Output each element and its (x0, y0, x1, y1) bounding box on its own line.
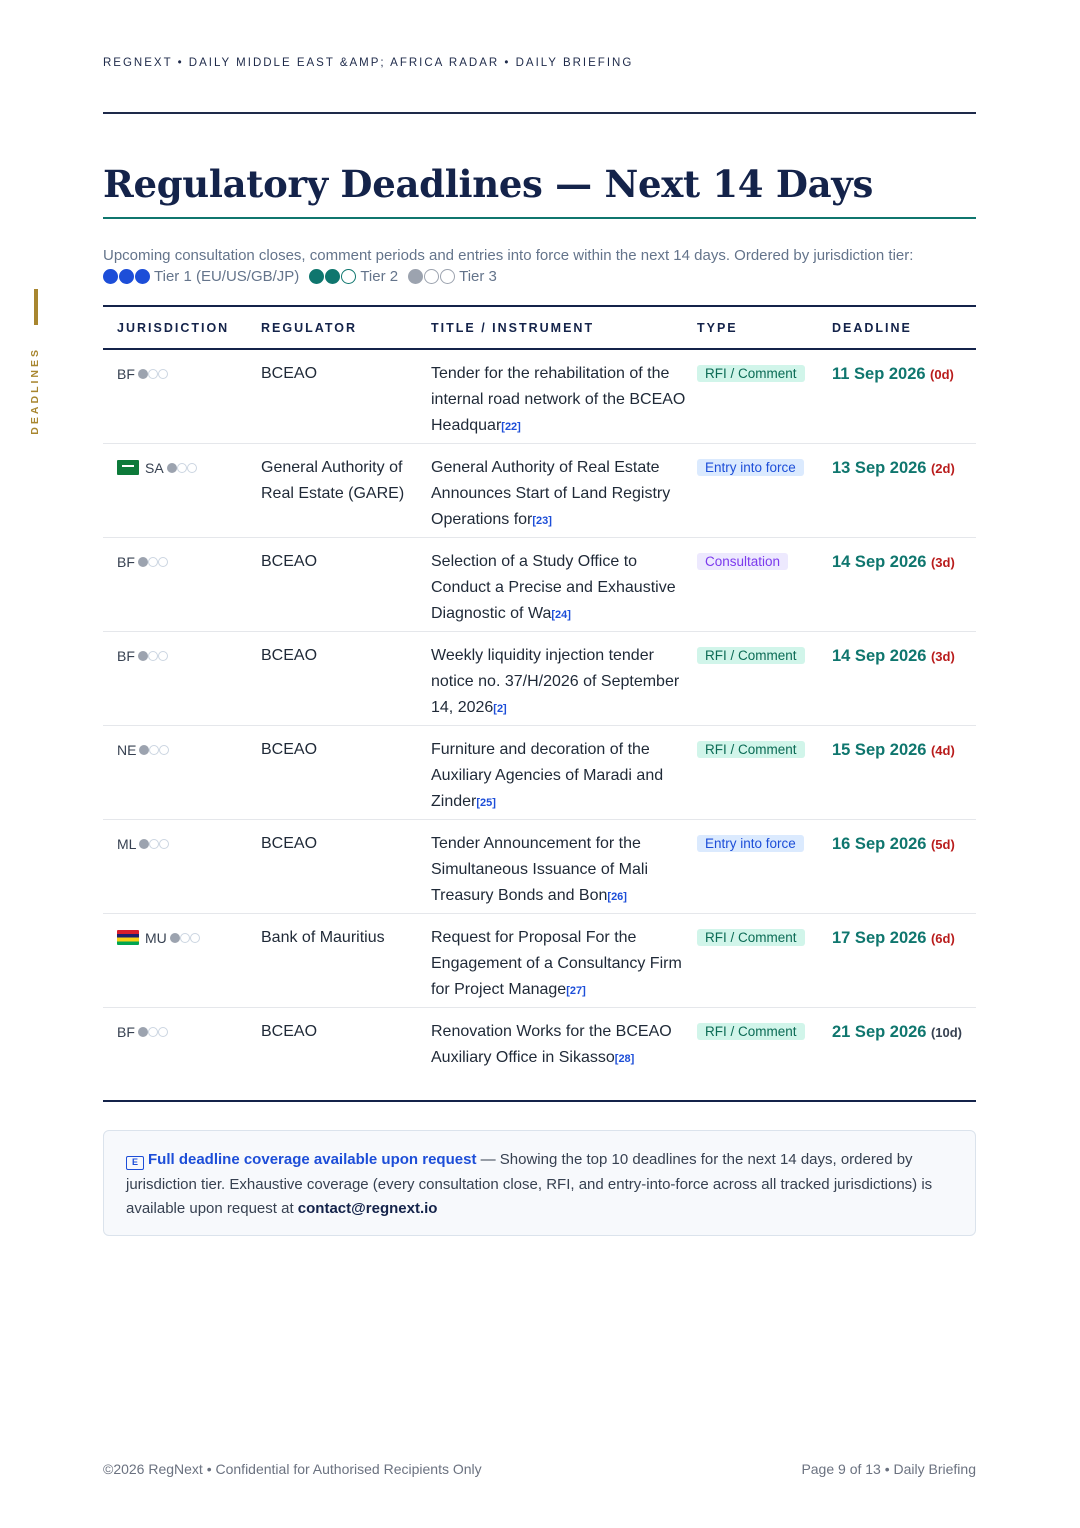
days-remaining: (10d) (930, 1024, 963, 1040)
cell-deadline (832, 443, 976, 537)
legend-tier2 (309, 268, 398, 285)
running-head: REGNEXT • DAILY MIDDLE EAST &AMP; AFRICA RADAR • DAILY BRIEFING (103, 57, 634, 69)
cell-type (697, 443, 832, 537)
tier-dot-empty-icon (440, 269, 455, 284)
instrument-title: Tender for the rehabilitation of the internal road network of the BCEAO Headquar (431, 365, 686, 434)
cell-deadline (832, 913, 976, 1007)
cell-title (431, 537, 697, 631)
flag-mu-icon (117, 930, 139, 945)
table-row (103, 631, 976, 725)
footer-page-info: Page 9 of 13 • Daily Briefing (801, 1461, 976, 1477)
cell-jurisdiction (103, 349, 261, 443)
days-remaining: (0d) (930, 367, 954, 382)
cell-deadline (832, 819, 976, 913)
type-badge: Entry into force (697, 835, 804, 852)
tier-dot-filled-icon (135, 269, 150, 284)
tier3-dots-icon (138, 361, 168, 387)
type-badge: Consultation (697, 553, 788, 570)
regulator-name: Bank of Mauritius (261, 928, 385, 946)
table-header-row (103, 306, 976, 349)
deadline-date: 17 Sep 2026 (832, 928, 927, 947)
days-remaining: (5d) (930, 836, 955, 852)
tier3-dots-icon (139, 831, 169, 857)
tier3-dots-icon (139, 737, 169, 763)
regulator-name: BCEAO (261, 552, 318, 570)
legend-tier3-label: Tier 3 (459, 268, 497, 285)
header-deadline: DEADLINE (832, 306, 976, 349)
jurisdiction-code: BF (117, 647, 135, 664)
days-remaining: (3d) (930, 648, 955, 664)
coverage-note-body: — Showing the top 10 deadlines for the next 14 days, ordered by jurisdiction tier. Exhaustive coverage (every consultation close, RFI, and entry-into-force across all tracked jurisdictions) is available upon request at (126, 1151, 933, 1217)
cell-jurisdiction (103, 725, 261, 819)
cell-deadline (832, 537, 976, 631)
cell-deadline (832, 725, 976, 819)
cell-jurisdiction (103, 631, 261, 725)
deadline-date: 11 Sep 2026 (832, 365, 926, 383)
jurisdiction-code: BF (117, 1023, 135, 1040)
side-section-label: DEADLINES (29, 347, 41, 435)
cell-regulator (261, 913, 431, 1007)
type-badge: RFI / Comment (697, 1023, 805, 1040)
jurisdiction-code: SA (145, 459, 164, 476)
cell-regulator (261, 537, 431, 631)
title-rule (103, 217, 976, 219)
cell-type (697, 631, 832, 725)
deadline-date: 13 Sep 2026 (832, 458, 927, 477)
cell-deadline (832, 1007, 976, 1101)
table-row (103, 1007, 976, 1101)
cell-deadline (832, 349, 976, 443)
header-jurisdiction: JURISDICTION (103, 306, 261, 349)
header-title: TITLE / INSTRUMENT (431, 306, 697, 349)
citation-link[interactable]: [27] (566, 984, 586, 997)
tier-dot-empty-icon (341, 269, 356, 284)
legend-tier1-label: Tier 1 (EU/US/GB/JP) (154, 268, 300, 285)
table-row (103, 725, 976, 819)
type-badge: RFI / Comment (697, 647, 805, 664)
coverage-note (103, 1130, 976, 1236)
table-row (103, 913, 976, 1007)
header-type: TYPE (697, 306, 832, 349)
tier-dot-filled-icon (119, 269, 134, 284)
cell-regulator (261, 819, 431, 913)
citation-link[interactable]: [25] (476, 796, 496, 809)
cell-deadline (832, 631, 976, 725)
legend-tier3 (408, 268, 497, 285)
deadlines-table (103, 305, 976, 1102)
days-remaining: (4d) (930, 742, 955, 758)
cell-regulator (261, 349, 431, 443)
regulator-name: BCEAO (261, 834, 318, 852)
jurisdiction-code: ML (117, 835, 137, 852)
citation-link[interactable]: [22] (501, 421, 521, 433)
cell-jurisdiction (103, 1007, 261, 1101)
jurisdiction-code: BF (117, 366, 135, 382)
deadline-date: 16 Sep 2026 (832, 834, 927, 853)
legend-tier1 (103, 268, 299, 285)
instrument-title: Furniture and decoration of the Auxiliary Agencies of Maradi and Zinder (431, 740, 664, 810)
cell-title (431, 1007, 697, 1101)
deadline-date: 21 Sep 2026 (832, 1022, 927, 1041)
cell-type (697, 725, 832, 819)
table-row (103, 443, 976, 537)
type-badge: RFI / Comment (697, 741, 805, 758)
cell-jurisdiction (103, 443, 261, 537)
instrument-title: General Authority of Real Estate Announces Start of Land Registry Operations for (431, 458, 671, 528)
tier-dot-filled-icon (408, 269, 423, 284)
deadline-date: 14 Sep 2026 (832, 552, 927, 571)
intro-text: Upcoming consultation closes, comment periods and entries into force within the next 14 days. Ordered by jurisdiction tier: (103, 247, 914, 264)
type-badge: RFI / Comment (697, 929, 805, 946)
regulator-name: General Authority of Real Estate (GARE) (261, 458, 405, 502)
regulator-name: BCEAO (261, 365, 318, 382)
regulator-name: BCEAO (261, 1022, 318, 1040)
instrument-title: Request for Proposal For the Engagement of a Consultancy Firm for Project Manage (431, 928, 682, 998)
tier3-dots-icon (138, 1019, 168, 1045)
tier-dot-filled-icon (103, 269, 118, 284)
instrument-title: Weekly liquidity injection tender notice no. 37/H/2026 of September 14, 2026 (431, 646, 680, 716)
jurisdiction-code: BF (117, 553, 135, 570)
deadline-date: 14 Sep 2026 (832, 646, 927, 665)
tier3-dots-icon (138, 549, 168, 575)
days-remaining: (6d) (930, 930, 955, 946)
coverage-note-lead[interactable]: Full deadline coverage available upon request (148, 1151, 477, 1168)
tier-dot-filled-icon (325, 269, 340, 284)
citation-link[interactable]: [26] (607, 890, 627, 903)
cell-jurisdiction (103, 913, 261, 1007)
side-accent-bar (34, 289, 38, 325)
instrument-title: Selection of a Study Office to Conduct a Precise and Exhaustive Diagnostic of Wa (431, 552, 676, 622)
cell-type (697, 537, 832, 631)
jurisdiction-code: NE (117, 741, 137, 758)
cell-regulator (261, 443, 431, 537)
cell-title (431, 631, 697, 725)
cell-type (697, 349, 832, 443)
tier-dot-empty-icon (424, 269, 439, 284)
days-remaining: (2d) (930, 460, 955, 476)
jurisdiction-code: MU (145, 929, 167, 946)
citation-link[interactable]: [2] (493, 702, 507, 715)
cell-regulator (261, 725, 431, 819)
cell-type (697, 819, 832, 913)
cell-title (431, 349, 697, 443)
type-badge: Entry into force (697, 459, 804, 476)
cell-regulator (261, 631, 431, 725)
header-rule (103, 112, 976, 114)
tier3-dots-icon (170, 925, 200, 951)
regulator-name: BCEAO (261, 740, 318, 758)
tier3-dots-icon (138, 643, 168, 669)
cell-title (431, 725, 697, 819)
deadline-date: 15 Sep 2026 (832, 740, 927, 759)
mail-icon: E (126, 1156, 144, 1170)
days-remaining: (3d) (930, 554, 955, 570)
table-row (103, 819, 976, 913)
page-title: Regulatory Deadlines — Next 14 Days (103, 162, 874, 206)
cell-regulator (261, 1007, 431, 1101)
cell-jurisdiction (103, 819, 261, 913)
tier-dot-filled-icon (309, 269, 324, 284)
citation-link[interactable]: [23] (532, 514, 552, 527)
footer-copyright: ©2026 RegNext • Confidential for Authorised Recipients Only (103, 1461, 482, 1477)
cell-type (697, 913, 832, 1007)
instrument-title: Tender Announcement for the Simultaneous Issuance of Mali Treasury Bonds and Bon (431, 834, 648, 904)
type-badge: RFI / Comment (697, 365, 805, 382)
citation-link[interactable]: [28] (614, 1052, 635, 1065)
cell-jurisdiction (103, 537, 261, 631)
table-row (103, 349, 976, 443)
table-row (103, 537, 976, 631)
cell-title (431, 819, 697, 913)
legend-tier2-label: Tier 2 (360, 268, 399, 285)
cell-title (431, 443, 697, 537)
cell-title (431, 913, 697, 1007)
cell-type (697, 1007, 832, 1101)
flag-sa-icon (117, 460, 139, 475)
header-regulator: REGULATOR (261, 306, 431, 349)
regulator-name: BCEAO (261, 646, 318, 664)
citation-link[interactable]: [24] (551, 608, 571, 621)
instrument-title: Renovation Works for the BCEAO Auxiliary Office in Sikasso (431, 1022, 672, 1066)
contact-email-link[interactable]: contact@regnext.io (297, 1200, 438, 1217)
tier3-dots-icon (167, 455, 197, 481)
tier-legend (103, 268, 507, 285)
